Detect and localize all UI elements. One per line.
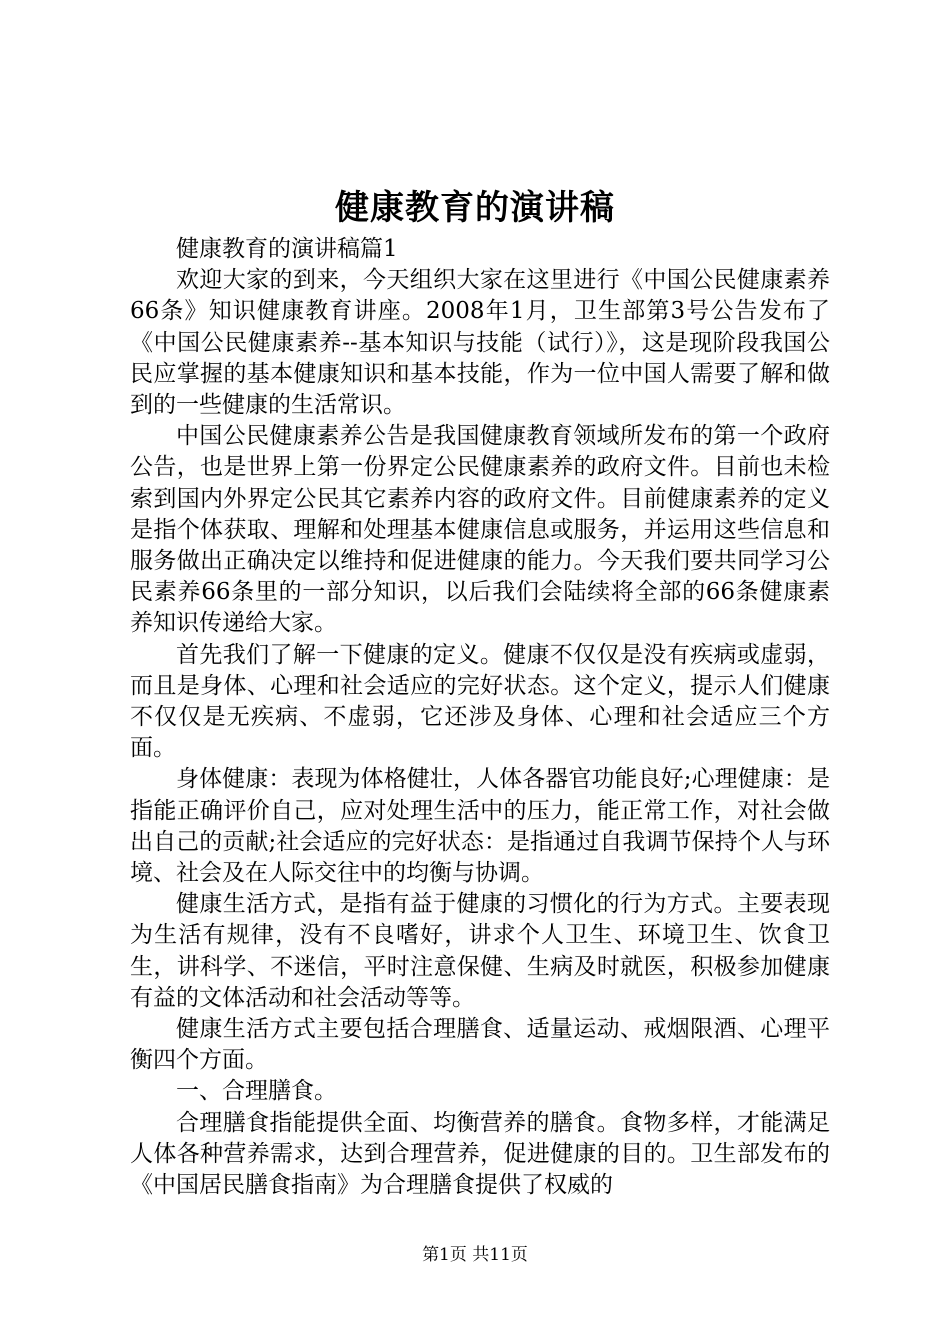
section-heading: 健康教育的演讲稿篇1	[176, 236, 398, 262]
document-title: 健康教育的演讲稿	[335, 188, 615, 228]
body-paragraph: 健康生活方式，是指有益于健康的习惯化的行为方式。主要表现为生活有规律，没有不良嗜好，讲求个人卫生、环境卫生、饮食卫生，讲科学、不迷信，平时注意保健、生病及时就医，积极参加健康有益的文体活动和社会活动等等。	[130, 891, 830, 1011]
subsection-heading: 一、合理膳食。	[176, 1078, 337, 1105]
body-paragraph: 健康生活方式主要包括合理膳食、适量运动、戒烟限酒、心理平衡四个方面。	[130, 1016, 830, 1074]
page-number-footer: 第1页 共11页	[422, 1245, 528, 1265]
body-paragraph: 身体健康：表现为体格健壮，人体各器官功能良好;心理健康：是指能正确评价自己，应对处理生活中的压力，能正常工作，对社会做出自己的贡献;社会适应的完好状态：是指通过自我调节保持个人与环境、社会及在人际交往中的均衡与协调。	[130, 766, 830, 887]
body-paragraph: 合理膳食指能提供全面、均衡营养的膳食。食物多样，才能满足人体各种营养需求，达到合理营养，促进健康的目的。卫生部发布的《中国居民膳食指南》为合理膳食提供了权威的	[130, 1109, 830, 1199]
body-paragraph: 中国公民健康素养公告是我国健康教育领域所发布的第一个政府公告，也是世界上第一份界定公民健康素养的政府文件。目前也未检索到国内外界定公民其它素养内容的政府文件。目前健康素养的定义是指个体获取、理解和处理基本健康信息或服务，并运用这些信息和服务做出正确决定以维持和促进健康的能力。今天我们要共同学习公民素养66条里的一部分知识，以后我们会陆续将全部的66条健康素养知识传递给大家。	[130, 423, 830, 637]
body-paragraph: 首先我们了解一下健康的定义。健康不仅仅是没有疾病或虚弱，而且是身体、心理和社会适应的完好状态。这个定义，提示人们健康不仅仅是无疾病、不虚弱，它还涉及身体、心理和社会适应三个方面。	[130, 641, 830, 762]
body-paragraph: 欢迎大家的到来，今天组织大家在这里进行《中国公民健康素养66条》知识健康教育讲座。2008年1月，卫生部第3号公告发布了《中国公民健康素养--基本知识与技能（试行）》，这是现阶段我国公民应掌握的基本健康知识和基本技能，作为一位中国人需要了解和做到的一些健康的生活常识。	[130, 267, 830, 419]
document-body	[130, 234, 830, 1201]
